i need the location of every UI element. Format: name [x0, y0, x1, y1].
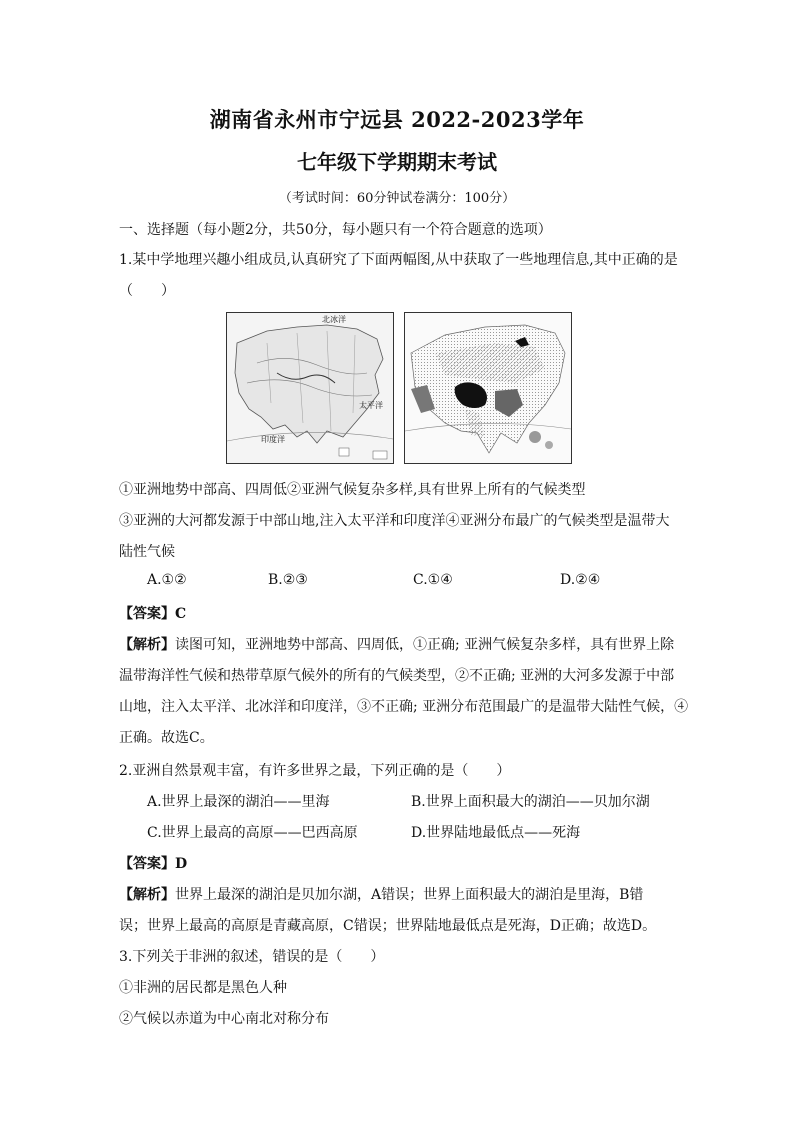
map-label-pacific: 太平洋 — [359, 401, 383, 410]
asia-climate-map — [404, 312, 572, 464]
map-label-arctic: 北冰洋 — [322, 315, 346, 324]
exam-info: （考试时间：60分钟试卷满分：100分） — [278, 191, 516, 206]
question-1-answer: 【答案】C — [119, 606, 187, 622]
question-1-option-b: B.②③ — [268, 572, 308, 588]
exam-title: 湖南省永州市宁远县 2022-2023学年 — [209, 107, 585, 132]
question-1-statement-1: ①亚洲地势中部高、四周低②亚洲气候复杂多样,具有世界上所有的气候类型 — [119, 482, 586, 498]
question-1-statement-2: ③亚洲的大河都发源于中部山地,注入太平洋和印度洋④亚洲分布最广的气候类型是温带大 — [119, 513, 670, 529]
question-1-stem: 1.某中学地理兴趣小组成员,认真研究了下面两幅图,从中获取了一些地理信息,其中正确的是 — [119, 252, 678, 268]
question-1-analysis-3: 山地，注入太平洋、北冰洋和印度洋，③不正确; 亚洲分布范围最广的是温带大陆性气候，④ — [119, 699, 689, 715]
question-3-statement-1: ①非洲的居民都是黑色人种 — [119, 980, 287, 996]
question-3-stem: 3.下列关于非洲的叙述，错误的是（ ） — [119, 949, 385, 965]
map-label-indian: 印度洋 — [261, 435, 285, 444]
question-1-option-c: C.①④ — [413, 572, 453, 588]
analysis-text: 读图可知，亚洲地势中部高、四周低，①正确; 亚洲气候复杂多样，具有世界上除 — [175, 637, 675, 653]
exam-subtitle: 七年级下学期期末考试 — [297, 150, 497, 174]
question-2-analysis-2: 误；世界上最高的高原是青藏高原，C错误；世界陆地最低点是死海，D正确；故选D。 — [119, 918, 657, 934]
question-1-option-a: A.①② — [147, 572, 187, 588]
question-2-option-a: A.世界上最深的湖泊——里海 — [147, 794, 330, 810]
analysis-label: 【解析】 — [119, 887, 175, 903]
question-1-option-d: D.②④ — [560, 572, 601, 588]
question-2-option-d: D.世界陆地最低点——死海 — [411, 825, 581, 841]
question-2-stem: 2.亚洲自然景观丰富，有许多世界之最，下列正确的是（ ） — [119, 763, 511, 779]
asia-physical-map — [226, 312, 394, 464]
question-1-statement-3: 陆性气候 — [119, 544, 175, 560]
question-2-analysis-1 — [119, 884, 643, 904]
question-2-option-b: B.世界上面积最大的湖泊——贝加尔湖 — [411, 794, 650, 810]
question-1-analysis-2: 温带海洋性气候和热带草原气候外的所有的气候类型，②不正确; 亚洲的大河多发源于中部 — [119, 668, 675, 684]
analysis-text: 世界上最深的湖泊是贝加尔湖，A错误；世界上面积最大的湖泊是里海，B错 — [175, 887, 644, 903]
question-2-option-c: C.世界上最高的高原——巴西高原 — [147, 825, 358, 841]
question-1-analysis-1 — [119, 634, 674, 654]
question-3-statement-2: ②气候以赤道为中心南北对称分布 — [119, 1011, 329, 1027]
question-1-bracket: （ ） — [119, 283, 175, 299]
question-2-answer: 【答案】D — [119, 856, 188, 872]
section-heading: 一、选择题（每小题2分，共50分，每小题只有一个符合题意的选项） — [119, 222, 552, 238]
question-1-analysis-4: 正确。故选C。 — [119, 730, 214, 746]
analysis-label: 【解析】 — [119, 637, 175, 653]
